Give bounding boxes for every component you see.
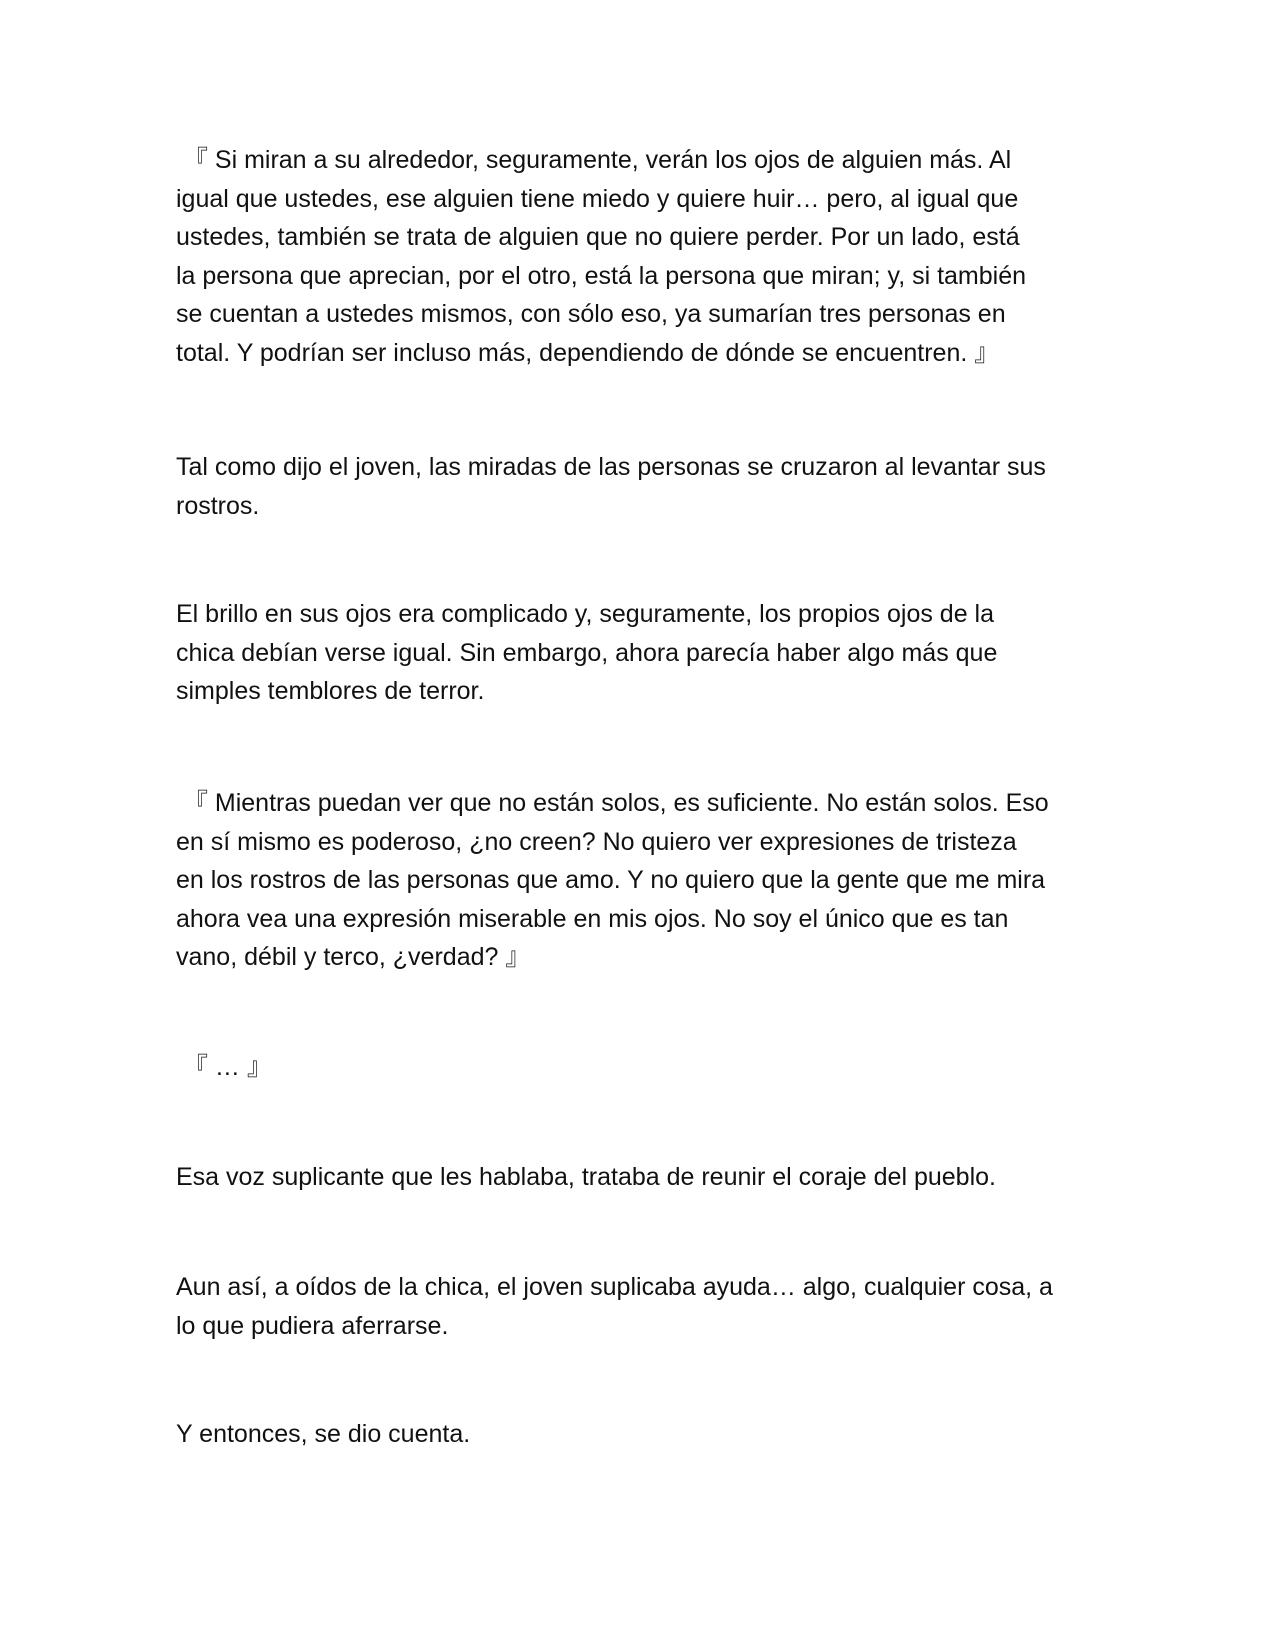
text-line: Esa voz suplicante que les hablaba, trataba de reunir el coraje del pueblo. [176, 1163, 996, 1191]
text-line: 『 Mientras puedan ver que no están solos, es suficiente. No están solos. Eso [176, 789, 1049, 817]
text-line: en sí mismo es poderoso, ¿no creen? No quiero ver expresiones de tristeza [176, 827, 1017, 856]
text-line: simples temblores de terror. [176, 677, 485, 706]
paragraph-narration-4 [176, 1268, 1101, 1345]
paragraph-narration-3 [176, 1158, 1101, 1197]
text-line: total. Y podrían ser incluso más, dependiendo de dónde se encuentren. 』 [176, 338, 1000, 367]
text-line: El brillo en sus ojos era complicado y, seguramente, los propios ojos de la [176, 600, 995, 628]
text-line: Y entonces, se dio cuenta. [176, 1420, 471, 1448]
text-line: la persona que aprecian, por el otro, está la persona que miran; y, si también [176, 261, 1027, 290]
text-line: chica debían verse igual. Sin embargo, ahora parecía haber algo más que [176, 638, 998, 667]
paragraph-narration-2 [176, 595, 1101, 711]
text-line: se cuentan a ustedes mismos, con sólo eso, ya sumarían tres personas en [176, 300, 1006, 329]
paragraph-narration-5 [176, 1415, 1101, 1454]
text-line: vano, débil y terco, ¿verdad? 』 [176, 943, 531, 972]
text-line: lo que pudiera aferrarse. [176, 1311, 449, 1340]
paragraph-narration-1 [176, 448, 1101, 525]
text-line: rostros. [176, 491, 260, 520]
paragraph-dialogue-1 [176, 141, 1101, 373]
text-line: Tal como dijo el joven, las miradas de las personas se cruzaron al levantar sus [176, 453, 1046, 481]
text-line: ustedes, también se trata de alguien que no quiere perder. Por un lado, está [176, 223, 1020, 252]
paragraph-dialogue-3 [176, 1048, 1101, 1087]
text-line: Aun así, a oídos de la chica, el joven suplicaba ayuda… algo, cualquier cosa, a [176, 1273, 1053, 1301]
text-line: en los rostros de las personas que amo. Y no quiero que la gente que me mira [176, 866, 1046, 895]
text-line: 『 … 』 [176, 1053, 272, 1081]
paragraph-dialogue-2 [176, 784, 1101, 977]
text-line: ahora vea una expresión miserable en mis ojos. No soy el único que es tan [176, 904, 1009, 933]
text-line: igual que ustedes, ese alguien tiene miedo y quiere huir… pero, al igual que [176, 184, 1019, 213]
text-line: 『 Si miran a su alrededor, seguramente, verán los ojos de alguien más. Al [176, 146, 1012, 174]
